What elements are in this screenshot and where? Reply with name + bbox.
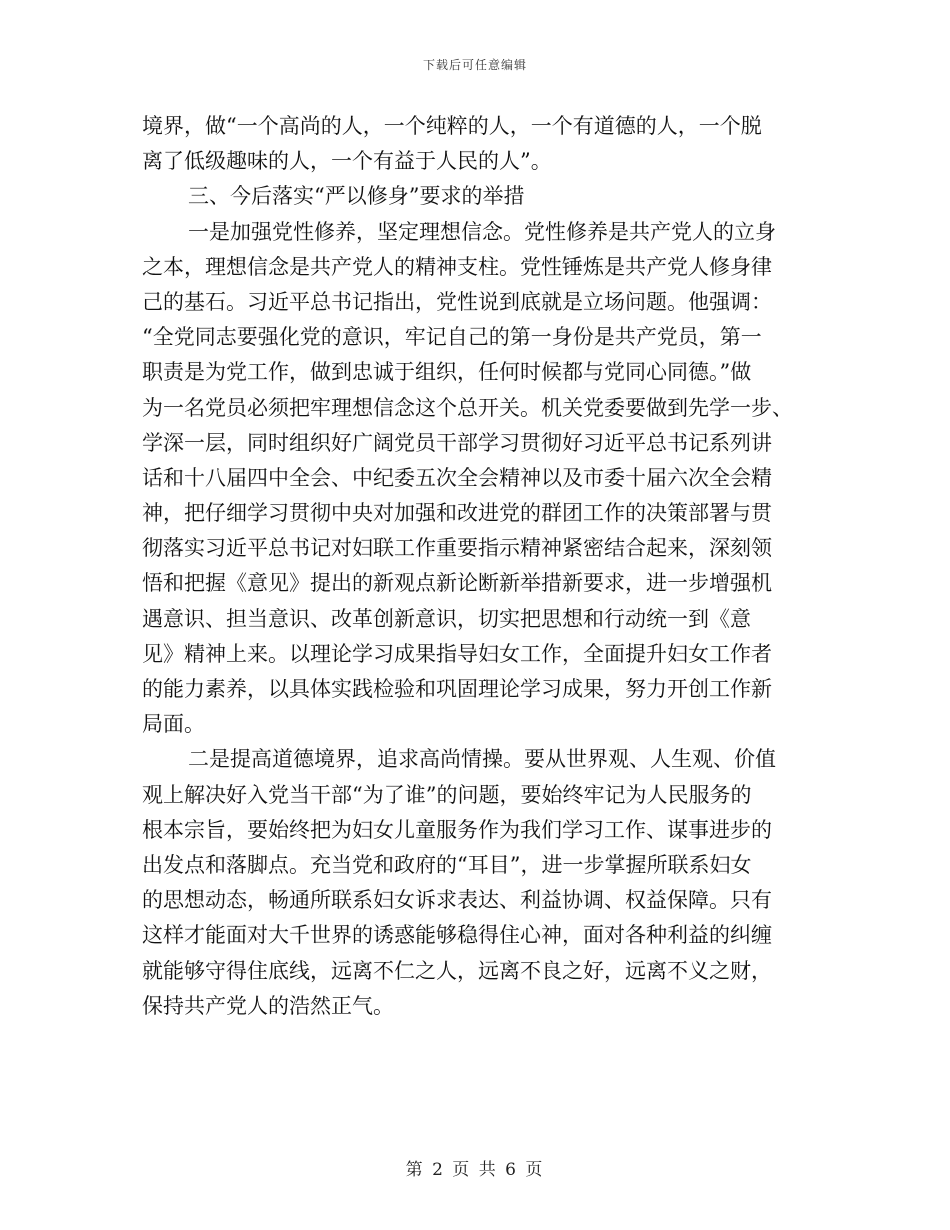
text-line: 学深一层，同时组织好广阔党员干部学习贯彻好习近平总书记系列讲 [142,430,772,455]
body-text [142,109,812,1024]
page-header: 下载后可任意编辑 [422,58,527,72]
text-line: 境界，做“一个高尚的人，一个纯粹的人，一个有道德的人，一个脱 [142,114,762,138]
text-line: 的思想动态，畅通所联系妇女诉求表达、利益协调、权益保障。只有 [142,888,772,913]
text-line: 神，把仔细学习贯彻中央对加强和改进党的群团工作的决策部署与贯 [142,501,772,526]
text-line: 彻落实习近平总书记对妇联工作重要指示精神紧密结合起来，深刻领 [142,536,772,561]
text-line: 话和十八届四中全会、中纪委五次全会精神以及市委十届六次全会精 [142,465,772,490]
text-line: 二是提高道德境界，追求高尚情操。要从世界观、人生观、价值 [188,747,776,772]
text-line: 出发点和落脚点。充当党和政府的“耳目”，进一步掌握所联系妇女 [142,852,752,877]
text-line: 悟和把握《意见》提出的新观点新论断新举措新要求，进一步增强机 [142,571,772,596]
text-line: 三、今后落实“严以修身”要求的举措 [188,184,525,209]
text-line: 就能够守得住底线，远离不仁之人，远离不良之好，远离不义之财， [142,958,772,983]
text-line: 之本，理想信念是共产党人的精神支柱。党性锤炼是共产党人修身律 [142,254,772,279]
page-footer: 第 2 页 共 6 页 [405,1160,545,1180]
text-line: 保持共产党人的浩然正气。 [142,993,394,1018]
text-line: 这样才能面对大千世界的诱惑能够稳得住心神，面对各种利益的纠缠 [142,923,772,948]
text-line: 的能力素养，以具体实践检验和巩固理论学习成果，努力开创工作新 [142,677,772,701]
text-line: 根本宗旨，要始终把为妇女儿童服务作为我们学习工作、谋事进步的 [142,817,772,842]
text-line: 离了低级趣味的人，一个有益于人民的人”。 [142,149,552,174]
text-line: 遇意识、担当意识、改革创新意识，切实把思想和行动统一到《意 [142,606,751,631]
text-line: 己的基石。习近平总书记指出，党性说到底就是立场问题。他强调： [142,289,772,314]
text-line: 观上解决好入党当干部“为了谁”的问题，要始终牢记为人民服务的 [142,782,752,807]
text-line: 为一名党员必须把牢理想信念这个总开关。机关党委要做到先学一步、 [142,395,793,420]
text-line: 职责是为党工作，做到忠诚于组织，任何时候都与党同心同德。”做 [142,360,752,385]
text-line: 一是加强党性修养，坚定理想信念。党性修养是共产党人的立身 [188,219,776,244]
text-line: 见》精神上来。以理论学习成果指导妇女工作，全面提升妇女工作者 [142,641,772,666]
text-line: 局面。 [142,712,205,737]
text-line: “全党同志要强化党的意识，牢记自己的第一身份是共产党员，第一 [142,325,762,350]
